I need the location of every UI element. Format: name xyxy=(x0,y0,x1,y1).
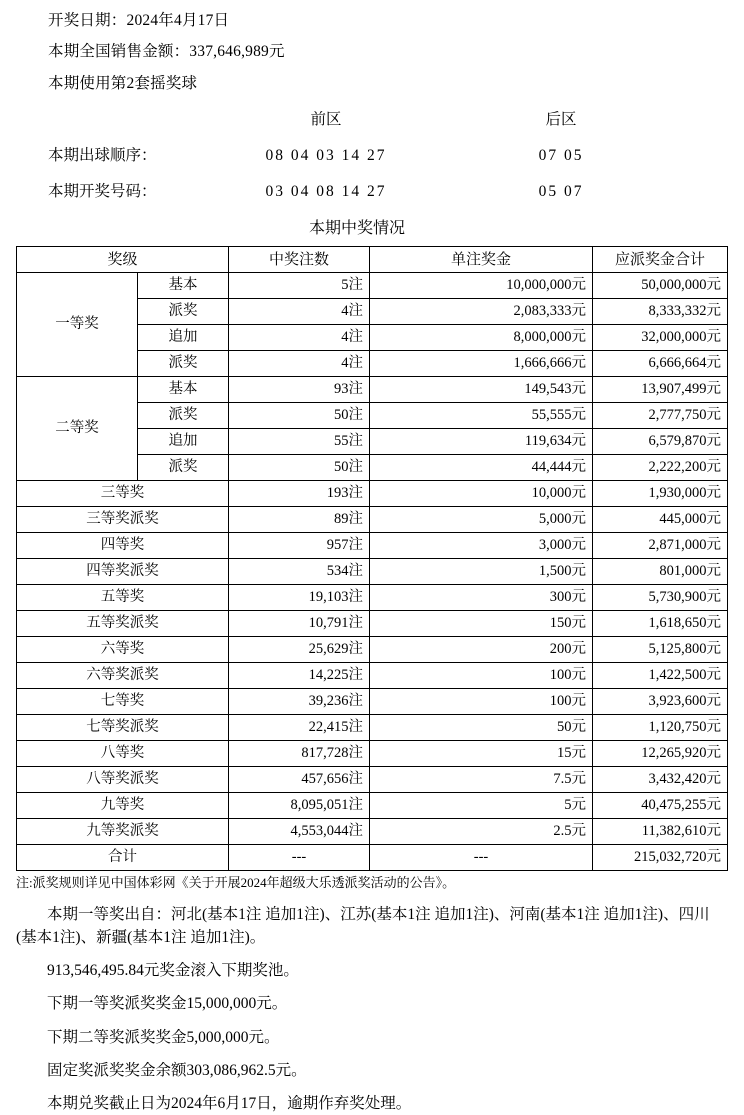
fixed-prize-balance-paragraph: 固定奖派奖奖金余额303,086,962.5元。 xyxy=(47,1061,307,1079)
sales-amount-line: 本期全国销售金额：337,646,989元 xyxy=(48,43,285,61)
row-count: 50注 xyxy=(229,403,370,429)
table-row xyxy=(17,533,728,559)
row-total: 445,000元 xyxy=(593,507,728,533)
table-row xyxy=(17,715,728,741)
row-level: 三等奖 xyxy=(17,481,229,507)
draw-order-label: 本期出球顺序： xyxy=(48,147,157,165)
row-each: 10,000元 xyxy=(370,481,593,507)
row-each: 8,000,000元 xyxy=(370,325,593,351)
winning-numbers-label: 本期开奖号码： xyxy=(48,183,157,201)
row-count: 817,728注 xyxy=(229,741,370,767)
row-count: 457,656注 xyxy=(229,767,370,793)
ball-set-line: 本期使用第2套摇奖球 xyxy=(48,74,198,92)
table-row xyxy=(17,507,728,533)
table-row xyxy=(17,741,728,767)
winning-back-numbers: 05 07 xyxy=(538,183,584,201)
row-level: 五等奖 xyxy=(17,585,229,611)
prize-table-title: 本期中奖情况 xyxy=(308,220,405,238)
row-total: 13,907,499元 xyxy=(593,377,728,403)
row-total: 1,120,750元 xyxy=(593,715,728,741)
rollover-paragraph: 913,546,495.84元奖金滚入下期奖池。 xyxy=(47,962,299,980)
row-total: 6,666,664元 xyxy=(593,351,728,377)
row-sub-label: 派奖 xyxy=(138,299,229,325)
row-level: 三等奖派奖 xyxy=(17,507,229,533)
table-total-row xyxy=(17,845,728,871)
row-each: 149,543元 xyxy=(370,377,593,403)
row-total: 1,422,500元 xyxy=(593,663,728,689)
row-count: 193注 xyxy=(229,481,370,507)
row-total: 2,222,200元 xyxy=(593,455,728,481)
draw-date-line: 开奖日期：2024年4月17日 xyxy=(48,12,230,29)
table-row xyxy=(17,637,728,663)
row-sub-label: 派奖 xyxy=(138,403,229,429)
row-level: 四等奖派奖 xyxy=(17,559,229,585)
total-label: 合计 xyxy=(17,845,229,871)
table-row xyxy=(17,689,728,715)
draw-order-front-numbers: 08 04 03 14 27 xyxy=(265,147,387,165)
table-row xyxy=(17,273,728,299)
row-total: 6,579,870元 xyxy=(593,429,728,455)
row-level: 七等奖 xyxy=(17,689,229,715)
winning-front-numbers: 03 04 08 14 27 xyxy=(265,183,387,201)
row-each: 3,000元 xyxy=(370,533,593,559)
group-name-second-prize: 二等奖 xyxy=(17,377,138,481)
row-count: 25,629注 xyxy=(229,637,370,663)
group-name-first-prize: 一等奖 xyxy=(17,273,138,377)
row-level: 七等奖派奖 xyxy=(17,715,229,741)
row-each: 2.5元 xyxy=(370,819,593,845)
header-total: 应派奖金合计 xyxy=(593,247,728,273)
table-row xyxy=(17,663,728,689)
row-total: 5,125,800元 xyxy=(593,637,728,663)
row-total: 11,382,610元 xyxy=(593,819,728,845)
row-sub-label: 追加 xyxy=(138,429,229,455)
row-level: 四等奖 xyxy=(17,533,229,559)
row-each: 50元 xyxy=(370,715,593,741)
row-count: 19,103注 xyxy=(229,585,370,611)
draw-order-row xyxy=(16,143,728,165)
total-each: --- xyxy=(370,845,593,871)
header-count: 中奖注数 xyxy=(229,247,370,273)
row-total: 32,000,000元 xyxy=(593,325,728,351)
first-prize-origin-paragraph: 本期一等奖出自：河北(基本1注 追加1注)、江苏(基本1注 追加1注)、河南(基本1注 追加1注)、四川(基本1注)、新疆(基本1注 追加1注)。 xyxy=(16,905,710,946)
row-count: 14,225注 xyxy=(229,663,370,689)
table-row xyxy=(17,559,728,585)
row-count: 39,236注 xyxy=(229,689,370,715)
row-each: 150元 xyxy=(370,611,593,637)
row-total: 50,000,000元 xyxy=(593,273,728,299)
next-first-prize-bonus-paragraph: 下期一等奖派奖奖金15,000,000元。 xyxy=(47,995,288,1013)
row-each: 5元 xyxy=(370,793,593,819)
row-each: 10,000,000元 xyxy=(370,273,593,299)
row-total: 8,333,332元 xyxy=(593,299,728,325)
draw-order-back-numbers: 07 05 xyxy=(538,147,584,165)
zone-header-row xyxy=(16,107,728,129)
zone-spacer xyxy=(16,107,176,129)
table-row xyxy=(17,767,728,793)
table-row xyxy=(17,585,728,611)
row-level: 九等奖派奖 xyxy=(17,819,229,845)
footnote: 注:派奖规则详见中国体彩网《关于开展2024年超级大乐透派奖活动的公告》。 xyxy=(16,875,456,891)
table-row xyxy=(17,377,728,403)
row-each: 100元 xyxy=(370,663,593,689)
row-sub-label: 派奖 xyxy=(138,351,229,377)
winning-numbers-row xyxy=(16,179,728,201)
header-each: 单注奖金 xyxy=(370,247,593,273)
row-level: 六等奖派奖 xyxy=(17,663,229,689)
row-count: 55注 xyxy=(229,429,370,455)
prize-table xyxy=(16,246,728,871)
row-total: 1,618,650元 xyxy=(593,611,728,637)
row-total: 3,923,600元 xyxy=(593,689,728,715)
row-count: 4注 xyxy=(229,299,370,325)
row-count: 8,095,051注 xyxy=(229,793,370,819)
next-second-prize-bonus-paragraph: 下期二等奖派奖奖金5,000,000元。 xyxy=(47,1028,280,1046)
table-row xyxy=(17,793,728,819)
row-count: 22,415注 xyxy=(229,715,370,741)
row-each: 1,666,666元 xyxy=(370,351,593,377)
total-count: --- xyxy=(229,845,370,871)
row-total: 12,265,920元 xyxy=(593,741,728,767)
table-row xyxy=(17,611,728,637)
table-row xyxy=(17,481,728,507)
row-count: 89注 xyxy=(229,507,370,533)
back-zone-label: 后区 xyxy=(545,111,577,129)
row-level: 六等奖 xyxy=(17,637,229,663)
row-each: 44,444元 xyxy=(370,455,593,481)
table-header-row xyxy=(17,247,728,273)
claim-deadline-paragraph: 本期兑奖截止日为2024年6月17日，逾期作弃奖处理。 xyxy=(47,1095,412,1113)
row-sub-label: 追加 xyxy=(138,325,229,351)
row-count: 4,553,044注 xyxy=(229,819,370,845)
row-each: 15元 xyxy=(370,741,593,767)
row-total: 40,475,255元 xyxy=(593,793,728,819)
row-level: 八等奖 xyxy=(17,741,229,767)
row-each: 5,000元 xyxy=(370,507,593,533)
total-amount: 215,032,720元 xyxy=(593,845,728,871)
row-count: 4注 xyxy=(229,351,370,377)
row-each: 1,500元 xyxy=(370,559,593,585)
row-total: 3,432,420元 xyxy=(593,767,728,793)
row-total: 2,871,000元 xyxy=(593,533,728,559)
row-each: 100元 xyxy=(370,689,593,715)
row-level: 八等奖派奖 xyxy=(17,767,229,793)
row-sub-label: 基本 xyxy=(138,273,229,299)
row-sub-label: 基本 xyxy=(138,377,229,403)
row-each: 300元 xyxy=(370,585,593,611)
row-count: 50注 xyxy=(229,455,370,481)
header-level: 奖级 xyxy=(17,247,229,273)
row-count: 957注 xyxy=(229,533,370,559)
row-each: 119,634元 xyxy=(370,429,593,455)
row-count: 4注 xyxy=(229,325,370,351)
table-row xyxy=(17,819,728,845)
front-zone-label: 前区 xyxy=(310,111,342,129)
row-count: 10,791注 xyxy=(229,611,370,637)
row-each: 2,083,333元 xyxy=(370,299,593,325)
row-total: 5,730,900元 xyxy=(593,585,728,611)
row-total: 801,000元 xyxy=(593,559,728,585)
row-each: 200元 xyxy=(370,637,593,663)
row-level: 五等奖派奖 xyxy=(17,611,229,637)
row-each: 7.5元 xyxy=(370,767,593,793)
row-level: 九等奖 xyxy=(17,793,229,819)
row-sub-label: 派奖 xyxy=(138,455,229,481)
row-count: 534注 xyxy=(229,559,370,585)
row-count: 93注 xyxy=(229,377,370,403)
row-total: 2,777,750元 xyxy=(593,403,728,429)
row-total: 1,930,000元 xyxy=(593,481,728,507)
row-each: 55,555元 xyxy=(370,403,593,429)
row-count: 5注 xyxy=(229,273,370,299)
